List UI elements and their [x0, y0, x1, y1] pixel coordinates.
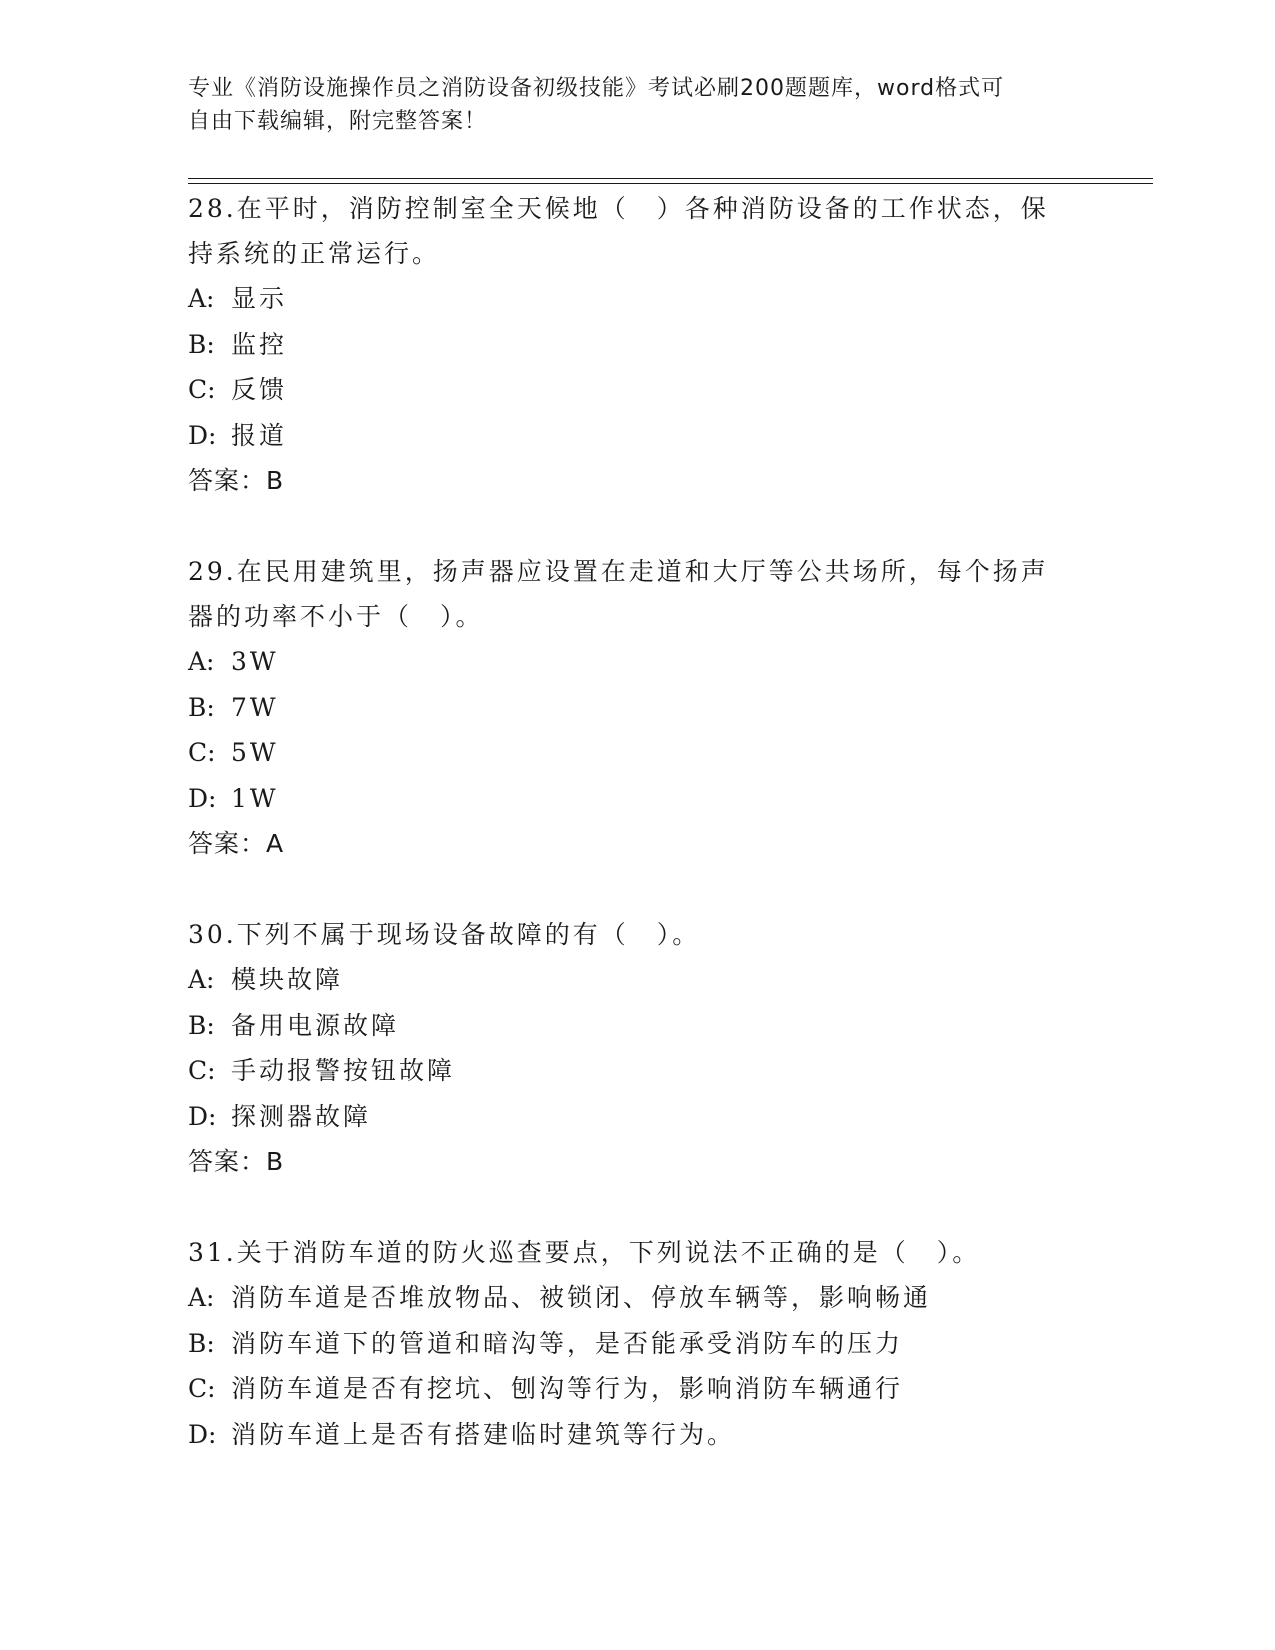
question-28	[188, 186, 1088, 504]
question-30	[188, 912, 1088, 1185]
option-text: 手动报警按钮故障	[231, 1056, 456, 1085]
question-stem-line: 30.下列不属于现场设备故障的有（ ）。	[188, 920, 701, 949]
option-letter: D:	[188, 1419, 217, 1449]
question-stem-line: 持系统的正常运行。	[188, 239, 441, 268]
option-b	[188, 1321, 1088, 1367]
header-title-line-2: 自由下载编辑，附完整答案！	[188, 109, 488, 134]
option-text: 消防车道是否堆放物品、被锁闭、停放车辆等，影响畅通	[231, 1283, 932, 1312]
option-letter: C:	[188, 1056, 216, 1085]
option-text: 1W	[231, 783, 279, 813]
option-text: 消防车道上是否有搭建临时建筑等行为。	[231, 1419, 736, 1449]
option-letter: D:	[188, 1101, 217, 1131]
header-title-line-1: 专业《消防设施操作员之消防设备初级技能》考试必刷200题题库，word格式可	[188, 76, 1005, 101]
answer-line: 答案：B	[188, 1147, 285, 1176]
option-text: 显示	[231, 284, 288, 313]
option-d	[188, 776, 1088, 822]
option-letter: C:	[188, 375, 216, 404]
option-d	[188, 1094, 1088, 1140]
option-text: 消防车道下的管道和暗沟等，是否能承受消防车的压力	[231, 1328, 904, 1358]
option-a	[188, 957, 1088, 1003]
option-a	[188, 639, 1088, 685]
question-stem-line: 28.在平时，消防控制室全天候地（ ）各种消防设备的工作状态，保	[188, 194, 1049, 223]
option-text: 消防车道是否有挖坑、刨沟等行为，影响消防车辆通行	[231, 1374, 904, 1403]
option-b	[188, 685, 1088, 731]
option-c	[188, 1366, 1088, 1412]
option-c	[188, 1048, 1088, 1094]
option-c	[188, 367, 1088, 413]
option-letter: A:	[188, 647, 215, 676]
option-a	[188, 1275, 1088, 1321]
option-letter: B:	[188, 1010, 215, 1040]
question-stem-line: 29.在民用建筑里，扬声器应设置在走道和大厅等公共场所，每个扬声	[188, 557, 1049, 586]
option-d	[188, 413, 1088, 459]
option-text: 模块故障	[231, 965, 344, 994]
option-text: 报道	[231, 420, 288, 450]
option-letter: B:	[188, 692, 215, 722]
option-letter: A:	[188, 965, 215, 994]
option-d	[188, 1412, 1088, 1458]
document-header	[188, 72, 1068, 138]
question-31	[188, 1230, 1088, 1457]
question-stem	[188, 186, 1088, 276]
option-b	[188, 322, 1088, 368]
option-text: 探测器故障	[231, 1101, 372, 1131]
answer-line: 答案：B	[188, 466, 285, 495]
option-text: 监控	[231, 329, 288, 359]
question-29	[188, 549, 1088, 867]
question-stem	[188, 549, 1088, 639]
question-stem-line: 31.关于消防车道的防火巡查要点，下列说法不正确的是（ ）。	[188, 1238, 981, 1267]
option-letter: D:	[188, 420, 217, 450]
option-letter: C:	[188, 738, 216, 767]
option-text: 7W	[231, 692, 279, 722]
question-stem	[188, 912, 1088, 957]
option-letter: A:	[188, 284, 215, 313]
option-text: 5W	[231, 738, 279, 767]
option-letter: D:	[188, 783, 217, 813]
option-letter: A:	[188, 1283, 215, 1312]
question-stem	[188, 1230, 1088, 1275]
header-divider-bottom	[188, 183, 1153, 184]
question-stem-line: 器的功率不小于（ ）。	[188, 602, 484, 631]
option-text: 备用电源故障	[231, 1010, 400, 1040]
question-list	[188, 186, 1088, 1502]
option-c	[188, 730, 1088, 776]
option-text: 反馈	[231, 375, 288, 404]
option-letter: B:	[188, 329, 215, 359]
option-b	[188, 1003, 1088, 1049]
option-a	[188, 276, 1088, 322]
header-divider-top	[188, 178, 1153, 179]
option-letter: B:	[188, 1328, 215, 1358]
answer-line: 答案：A	[188, 829, 285, 858]
option-letter: C:	[188, 1374, 216, 1403]
option-text: 3W	[231, 647, 279, 676]
